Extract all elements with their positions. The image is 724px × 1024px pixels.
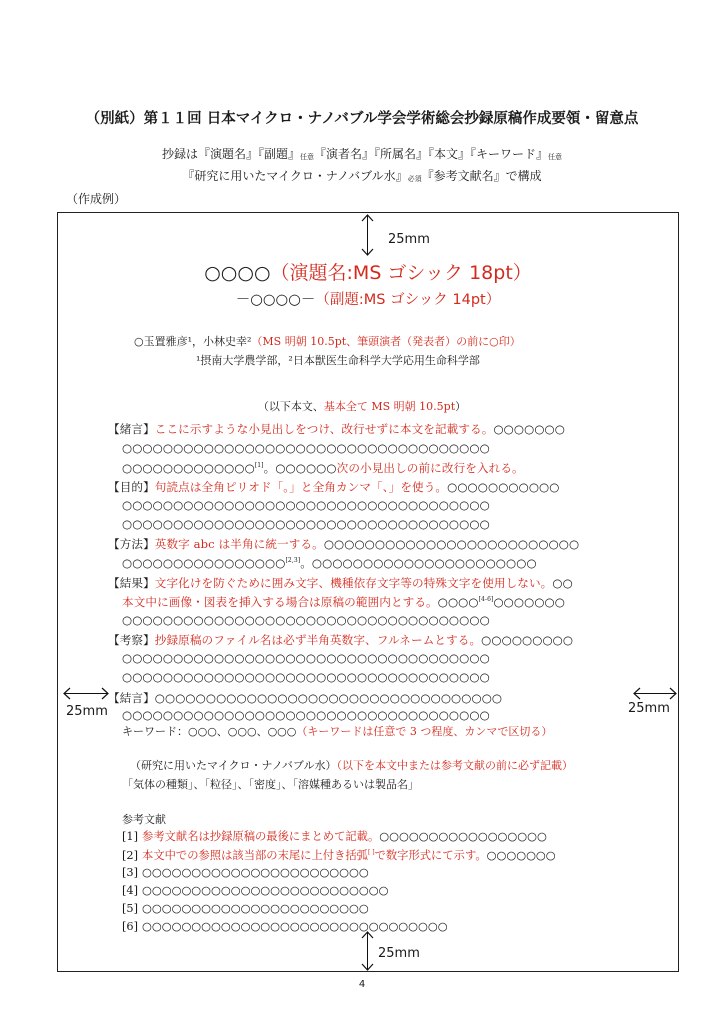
body-text: ○○○○ [437, 595, 479, 609]
body-line [108, 536, 579, 552]
body-text: 【方法】 [108, 537, 155, 551]
body-text: ○○○○○○○○○○○○○○○○○○○○○○○○○ [323, 537, 580, 551]
bottom-margin-label: 25mm [378, 946, 420, 961]
reference-item [122, 847, 556, 863]
reference-note: 本文中での参照は該当部の末尾に上付き括弧 [142, 849, 368, 862]
inline-text: 抄録は『演題名』『副題』 [161, 147, 300, 161]
reference-number: [1] [122, 830, 139, 843]
reference-item [122, 866, 369, 879]
example-label: （作成例） [66, 192, 127, 206]
reference-item [122, 902, 369, 915]
arrow-down-icon [361, 247, 374, 257]
sample-title-placeholder: ○○○○ [204, 262, 271, 284]
body-text: ○○○○○○○○○○○○○ [122, 461, 255, 475]
body-text: 。○○○○○○○○○○○○○○○○○○○○○○ [300, 556, 537, 570]
reference-placeholder: ○○○○○○○ [486, 849, 556, 862]
keywords-text: キーワード：○○○、○○○、○○○ [122, 725, 297, 738]
body-text: ○○○○○○○○○ [481, 633, 574, 647]
structure-line-2 [0, 167, 724, 184]
body-line [108, 690, 502, 706]
body-text: ○○○○○○○ [493, 422, 565, 436]
reference-note: で数字形式にて示す。 [374, 849, 487, 862]
structure-line-1 [0, 145, 724, 162]
body-text: ○○○○○○○○○○○○○○○○○○○○○○○○○○○○○○○○○○○○ [122, 441, 490, 455]
body-text: ○○○○○○○○○○○○○○○○ [122, 556, 286, 570]
citation-superscript: [1] [254, 462, 264, 469]
arrow-up-icon [361, 213, 374, 223]
body-text: ○○○○○○○○○○○○○○○○○○○○○○○○○○○○○○○○○○○○ [122, 498, 490, 512]
left-margin-label: 25mm [66, 704, 108, 719]
water-items: 「気体の種類」、「粒径」、「密度」、「溶媒種あるいは製品名」 [122, 778, 419, 791]
sample-subtitle [57, 288, 679, 309]
guideline-note: 本文中に画像・図表を挿入する場合は原稿の範囲内とする。 [122, 595, 438, 609]
sample-subtitle-note: （副題:MS ゴシック 14pt） [315, 292, 501, 308]
body-text: 【考察】 [108, 633, 155, 647]
document-title: （別紙）第１１回 日本マイクロ・ナノバブル学会学術総会抄録原稿作成要領・留意点 [85, 111, 639, 127]
inline-annotation: 任意 [548, 153, 563, 161]
reference-item [122, 884, 388, 897]
inline-annotation: 必須 [407, 175, 422, 183]
reference-placeholder: ○○○○○○○○○○○○○○○○○○○○○○○○○ [142, 884, 389, 897]
body-text: 【結果】 [108, 576, 155, 590]
authors-names: ○玉置雅彦¹，小林史幸² [134, 335, 252, 348]
reference-placeholder: ○○○○○○○○○○○○○○○○○○○○○○○○○○○○○○○ [142, 920, 448, 933]
reference-placeholder: ○○○○○○○○○○○○○○○○○○○○○○○ [142, 866, 369, 879]
keywords-note: （キーワードは任意で 3 つ程度、カンマで区切る） [296, 725, 553, 738]
body-text: ○○○○○○○○○○○○○○○○○○○○○○○○○○○○○○○○○○ [154, 691, 503, 705]
guideline-note: 英数字 abc は半角に統一する。 [154, 537, 324, 551]
body-text: ○○ [552, 576, 573, 590]
reference-number: [4] [122, 884, 139, 897]
guideline-note: ここに示すような小見出しをつけ、改行せずに本文を記載する。 [154, 422, 494, 436]
body-text: ○○○○○○○○○○○○○○○○○○○○○○○○○○○○○○○○○○○○ [122, 613, 490, 627]
citation-superscript: [ ] [367, 849, 375, 856]
inline-text: 『参考文献名』で構成 [421, 169, 542, 183]
reference-item [122, 828, 547, 844]
body-line [108, 632, 573, 648]
guideline-note: 抄録原稿のファイル名は必ず半角英数字、フルネームとする。 [154, 633, 482, 647]
citation-superscript: [2,3] [285, 557, 301, 564]
arrow-down-icon [361, 962, 374, 972]
body-line [122, 708, 490, 722]
water-heading-line [130, 757, 573, 773]
reference-placeholder: ○○○○○○○○○○○○○○○○○ [379, 830, 547, 843]
water-note: （以下を本文中または参考文献の前に必ず記載） [336, 759, 573, 772]
reference-number: [3] [122, 866, 139, 879]
body-text: 。○○○○○○ [263, 461, 337, 475]
body-note-open: （以下本文、 [257, 400, 324, 413]
reference-item [122, 920, 448, 933]
inline-annotation: 任意 [300, 153, 314, 161]
sample-subtitle-placeholder: －○○○○－ [235, 292, 316, 308]
reference-placeholder: ○○○○○○○○○○○○○○○○○○○○○○○ [142, 902, 369, 915]
body-text: ○○○○○○○ [493, 595, 565, 609]
body-text: ○○○○○○○○○○○○○○○○○○○○○○○○○○○○○○○○○○○○ [122, 517, 490, 531]
references-heading: 参考文献 [122, 813, 166, 826]
affiliations-line: ¹摂南大学農学部，²日本獣医生命科学大学応用生命科学部 [196, 354, 480, 367]
arrow-right-icon [668, 687, 678, 700]
sample-title [57, 258, 679, 285]
body-text: ○○○○○○○○○○○○○○○○○○○○○○○○○○○○○○○○○○○○ [122, 651, 490, 665]
inline-text: 『演者名』『所属名』『本文』『キーワード』 [314, 147, 549, 161]
keywords-line [122, 723, 552, 739]
right-margin-label: 25mm [628, 701, 670, 716]
body-line [122, 555, 537, 571]
body-note-red: 基本全て MS 明朝 10.5pt [323, 400, 456, 413]
page-number: 4 [358, 979, 366, 990]
body-line [108, 421, 565, 437]
sample-title-note: （演題名:MS ゴシック 18pt） [270, 262, 532, 284]
body-line [122, 594, 565, 610]
reference-number: [2] [122, 849, 139, 862]
body-font-note [0, 398, 724, 414]
body-line [108, 479, 560, 495]
body-line [122, 517, 490, 531]
guideline-note: 文字化けを防ぐために囲み文字、機種依存文字等の特殊文字を使用しない。 [154, 576, 553, 590]
body-line [122, 670, 490, 684]
body-line [122, 651, 490, 665]
inline-text: 『研究に用いたマイクロ・ナノバブル水』 [182, 169, 408, 183]
body-line [122, 441, 490, 455]
body-text: 【緒言】 [108, 422, 155, 436]
reference-number: [6] [122, 920, 139, 933]
body-text: 【目的】 [108, 480, 155, 494]
body-line [122, 498, 490, 512]
arrow-left-icon [632, 687, 642, 700]
top-margin-label: 25mm [388, 232, 430, 247]
reference-number: [5] [122, 902, 139, 915]
body-line [122, 613, 490, 627]
authors-note: （MS 明朝 10.5pt、筆頭演者（発表者）の前に○印） [251, 335, 521, 348]
body-text: ○○○○○○○○○○○○○○○○○○○○○○○○○○○○○○○○○○○○ [122, 670, 490, 684]
body-text: ○○○○○○○○○○○ [447, 480, 560, 494]
body-note-close: ） [455, 400, 467, 413]
arrow-left-icon [62, 687, 72, 700]
guideline-note: 次の小見出しの前に改行を入れる。 [336, 461, 524, 475]
water-heading: （研究に用いたマイクロ・ナノバブル水） [130, 759, 337, 772]
body-line [108, 575, 573, 591]
body-text: ○○○○○○○○○○○○○○○○○○○○○○○○○○○○○○○○○○○○ [122, 708, 490, 722]
citation-superscript: [4-6] [478, 596, 494, 603]
body-line [122, 460, 524, 476]
guideline-note: 句読点は全角ピリオド「。」と全角カンマ「、」を使う。 [154, 480, 448, 494]
authors-line [134, 333, 521, 349]
reference-note: 参考文献名は抄録原稿の最後にまとめて記載。 [142, 830, 380, 843]
body-text: 【結言】 [108, 691, 155, 705]
